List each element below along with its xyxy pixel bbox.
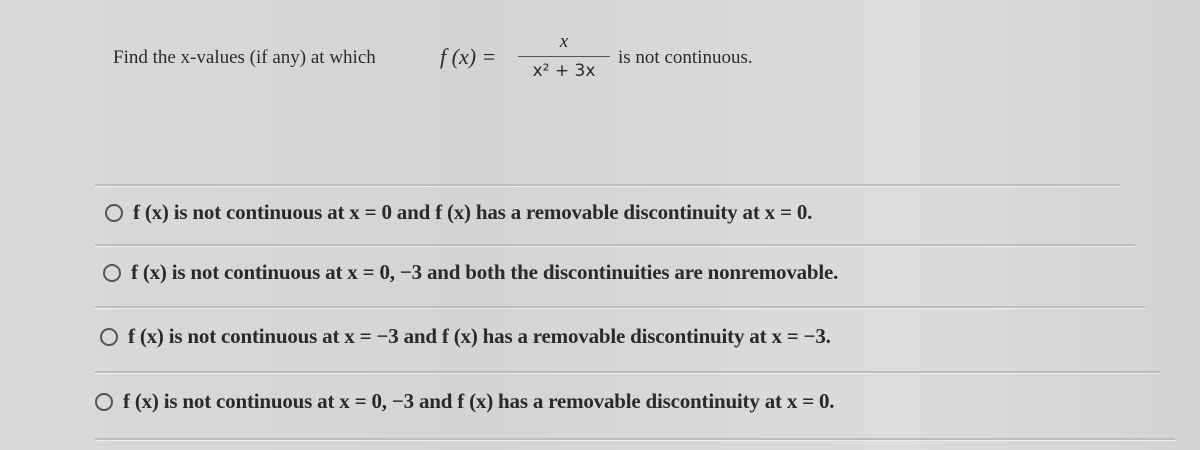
- option-label: f (x) is not continuous at x = −3 and f (x) has a removable discontinuity at x = −3.: [128, 324, 831, 348]
- divider: [95, 244, 1135, 247]
- radio-button-icon[interactable]: [95, 393, 113, 411]
- question-prefix: Find the x-values (if any) at which: [113, 47, 376, 68]
- option-label: f (x) is not continuous at x = 0 and f (x) has a removable discontinuity at x = 0.: [133, 200, 813, 224]
- option-label: f (x) is not continuous at x = 0, −3 and f (x) has a removable discontinuity at x = 0.: [123, 389, 835, 413]
- answer-option-1[interactable]: [105, 200, 812, 225]
- question-prompt: [113, 24, 873, 94]
- question-suffix: is not continuous.: [618, 47, 753, 68]
- fraction-numerator: x: [559, 31, 569, 52]
- divider: [95, 438, 1175, 441]
- fraction-denominator: x² + 3x: [532, 61, 596, 81]
- answer-option-3[interactable]: [100, 324, 831, 349]
- function-fraction: [518, 30, 610, 82]
- radio-button-icon[interactable]: [105, 204, 123, 222]
- radio-button-icon[interactable]: [103, 264, 121, 282]
- option-label: f (x) is not continuous at x = 0, −3 and both the discontinuities are nonremovable.: [131, 260, 839, 284]
- divider: [95, 371, 1160, 374]
- radio-button-icon[interactable]: [100, 328, 118, 346]
- answer-option-4[interactable]: [95, 389, 834, 414]
- function-label: f (x) =: [440, 44, 497, 69]
- fraction-bar: [518, 56, 610, 57]
- answer-option-2[interactable]: [103, 260, 838, 285]
- divider: [95, 306, 1145, 309]
- divider: [95, 184, 1120, 187]
